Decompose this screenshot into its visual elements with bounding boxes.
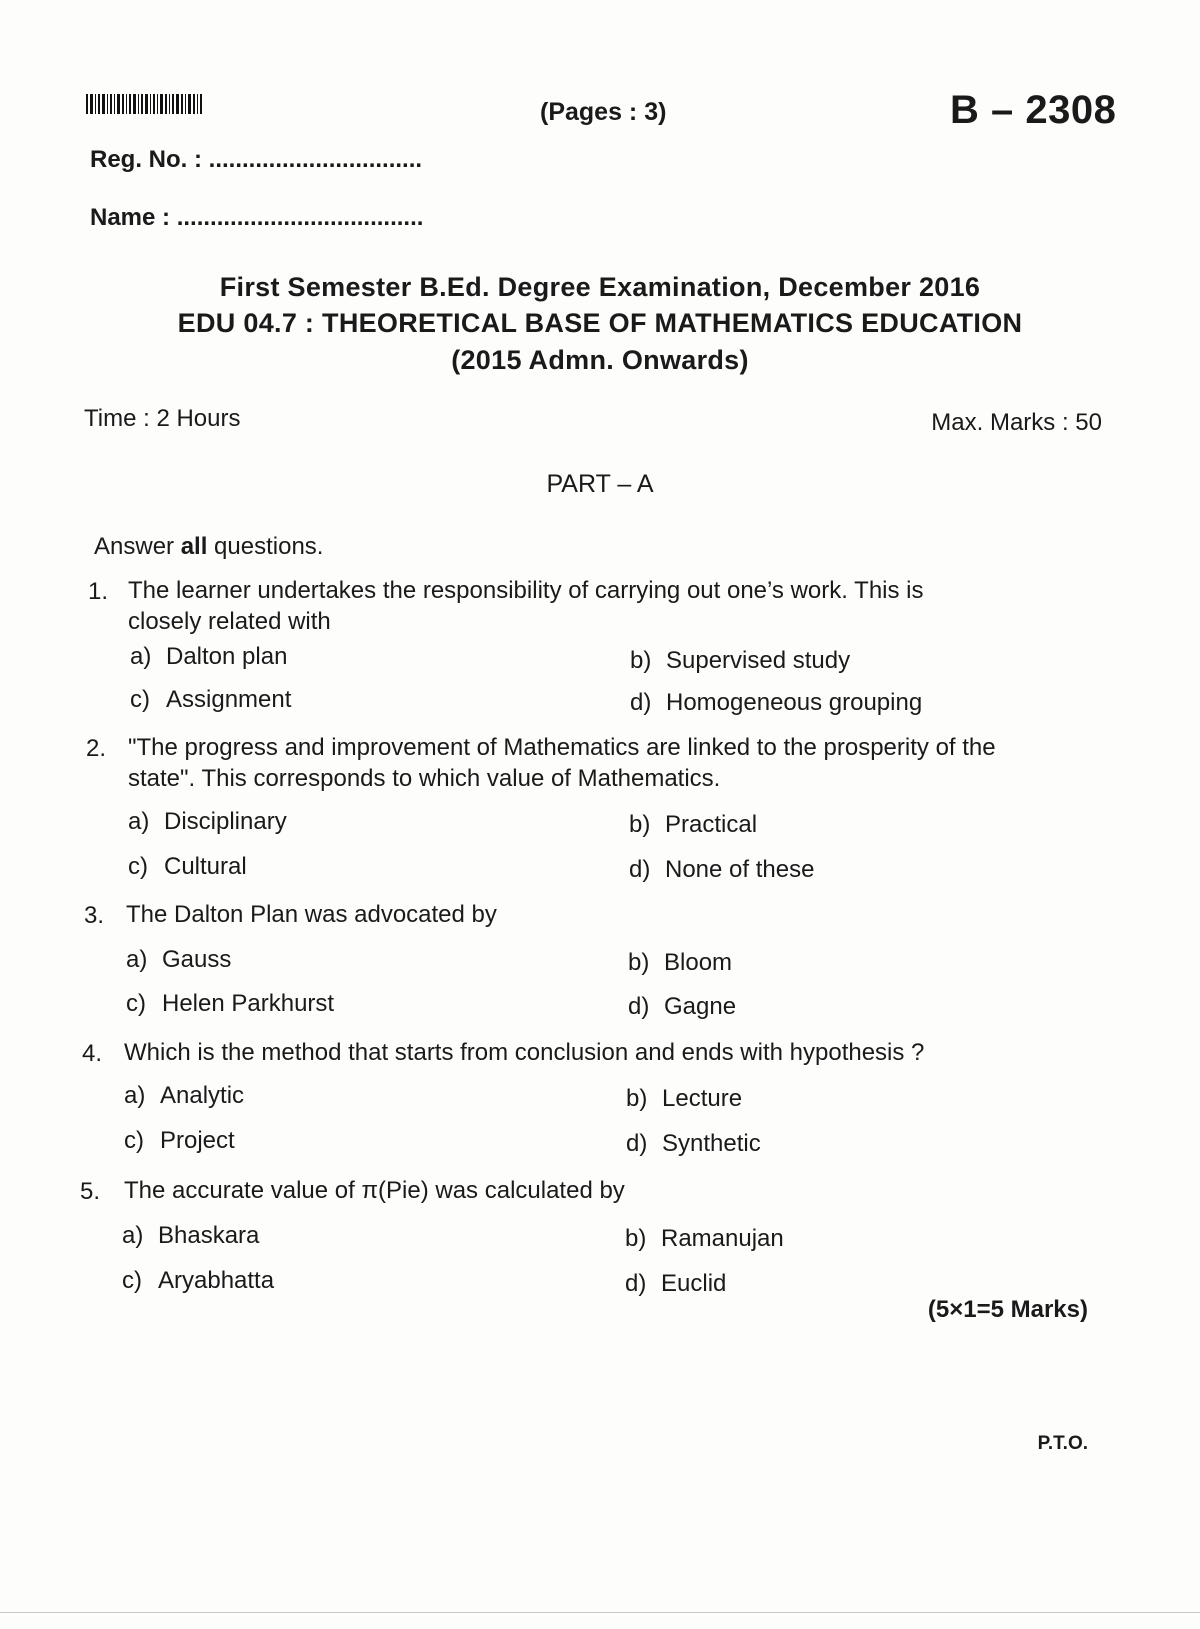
question-line: The accurate value of π(Pie) was calculated by [124,1177,625,1204]
option-label: a) [128,808,150,835]
option-text: Practical [665,811,758,838]
option-text: Euclid [661,1270,727,1297]
instruction [94,533,323,561]
option [124,1127,235,1155]
part-heading: PART – A [546,470,654,498]
option-label: a) [130,643,152,670]
option [630,689,922,717]
option-label: b) [630,647,652,674]
question-text [126,899,497,930]
option [625,1270,726,1298]
option [130,643,287,671]
option-label: d) [628,993,650,1020]
option-label: b) [626,1085,648,1112]
pto-note: P.T.O. [1037,1433,1088,1454]
option-text: Disciplinary [164,808,287,835]
option-label: b) [629,811,651,838]
option-text: Supervised study [666,647,851,674]
instruction-suffix: questions. [207,533,324,560]
option [124,1082,244,1110]
option [626,1130,761,1158]
exam-title: First Semester B.Ed. Degree Examination, December 2016 [219,272,981,302]
page-edge-divider [0,1612,1200,1613]
option [629,811,757,839]
barcode-icon [86,94,238,114]
admission-note: (2015 Admn. Onwards) [451,345,749,375]
option-label: a) [126,946,148,973]
option-text: Gauss [162,946,232,973]
option-label: b) [628,949,650,976]
question-line: state". This corresponds to which value of Mathematics. [128,765,721,792]
option-text: Assignment [166,686,292,713]
option [126,946,231,974]
option-text: Dalton plan [166,643,288,670]
option [130,686,291,714]
section-marks: (5×1=5 Marks) [927,1296,1088,1323]
option-label: a) [122,1222,144,1249]
option-label: d) [626,1130,648,1157]
option-label: d) [630,689,652,716]
option-text: Gagne [664,993,737,1020]
option-text: Helen Parkhurst [162,990,335,1017]
question-line: closely related with [128,608,331,635]
option [628,993,736,1021]
question-line: The Dalton Plan was advocated by [126,901,497,928]
option-text: Lecture [662,1085,743,1112]
option [128,808,287,836]
name-field: Name : ..................................... [90,204,424,231]
paper-code: B – 2308 [950,88,1117,132]
option-text: Ramanujan [661,1225,784,1252]
question-number: 2. [86,735,107,762]
option-label: c) [130,686,150,713]
option-label: a) [124,1082,146,1109]
question-text [124,1037,924,1068]
option [122,1222,259,1250]
question-text [128,732,996,794]
question-line: "The progress and improvement of Mathematics are linked to the prosperity of the [128,734,996,761]
instruction-prefix: Answer [94,533,181,560]
option-text: None of these [665,856,815,883]
question-text [124,1175,625,1206]
question-number: 4. [82,1040,103,1067]
course-title: EDU 04.7 : THEORETICAL BASE OF MATHEMATICS EDUCATION [177,308,1023,338]
option-text: Homogeneous grouping [666,689,923,716]
option-label: c) [124,1127,144,1154]
question-number: 5. [80,1178,101,1205]
instruction-emphasis: all [180,533,208,560]
option-label: b) [625,1225,647,1252]
option-text: Bloom [664,949,733,976]
max-marks: Max. Marks : 50 [931,409,1102,436]
option [126,990,334,1018]
option-label: d) [629,856,651,883]
option-label: c) [126,990,146,1017]
reg-no-field: Reg. No. : ................................ [90,146,423,173]
option [630,647,850,675]
option [629,856,814,884]
option [626,1085,742,1113]
question-text [128,575,924,637]
option-text: Project [160,1127,235,1154]
option [128,853,247,881]
option-text: Analytic [160,1082,245,1109]
question-line: Which is the method that starts from conclusion and ends with hypothesis ? [124,1039,925,1066]
question-number: 1. [88,578,109,605]
option-label: c) [122,1267,142,1294]
exam-time: Time : 2 Hours [84,405,241,432]
page-count: (Pages : 3) [540,98,667,126]
option-text: Cultural [164,853,247,880]
option-text: Synthetic [662,1130,761,1157]
option [628,949,732,977]
question-line: The learner undertakes the responsibility of carrying out one’s work. This is [128,577,924,604]
option-label: c) [128,853,148,880]
option [625,1225,784,1253]
option-text: Bhaskara [158,1222,260,1249]
question-number: 3. [84,902,105,929]
option [122,1267,274,1295]
option-label: d) [625,1270,647,1297]
option-text: Aryabhatta [158,1267,275,1294]
